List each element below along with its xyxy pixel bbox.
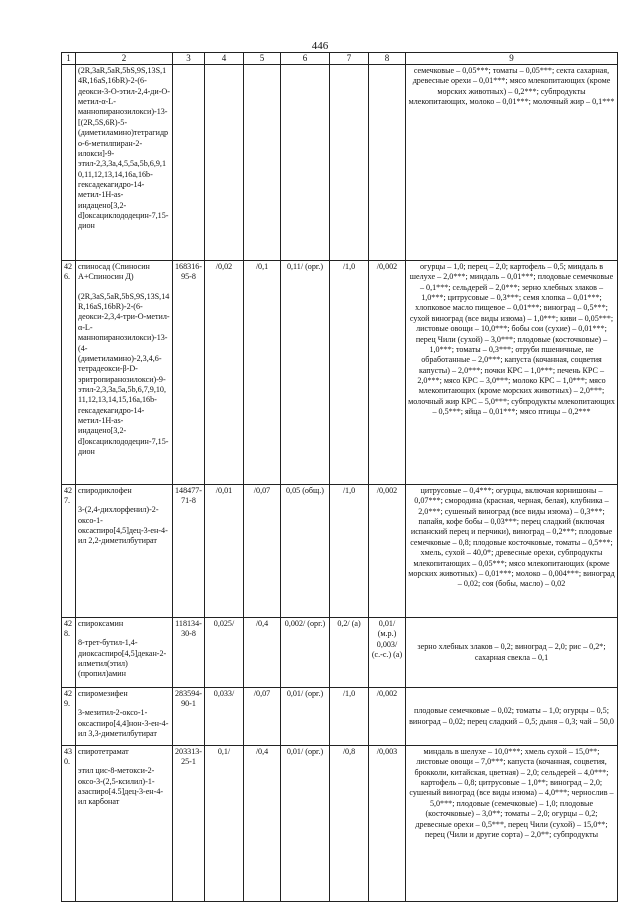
value-col6: 0,11/ (орг.): [281, 261, 330, 485]
substance-cell: [76, 65, 173, 261]
value-col8: [369, 65, 406, 261]
page-number: 446: [311, 40, 329, 52]
residue-limits: семечковые – 0,05***; томаты – 0,05***; секта сахарная, древесные орехи – 0,01***; мясо млекопитающих (кроме морских животных) – 0,2***; субпродукты млекопитающих, молоко – 0,01***; молочный жир – 0,1***: [406, 65, 618, 261]
substance-title: спиродиклофен: [78, 486, 132, 495]
value-col5: [244, 65, 281, 261]
header-cell: 1: [62, 53, 76, 65]
value-col4: /0,02: [205, 261, 244, 485]
value-col6: 0,05 (общ.): [281, 485, 330, 618]
value-col4: 0,033/: [205, 688, 244, 746]
substance-cell: [76, 688, 173, 746]
value-col8: 0,01/ (м.р.) 0,003/ (с.-с.) (а): [369, 618, 406, 688]
substance-title: спиромезифен: [78, 689, 128, 698]
header-cell: 9: [406, 53, 618, 65]
residue-limits: огурцы – 1,0; перец – 2,0; картофель – 0,5; миндаль в шелухе – 2,0***; миндаль – 0,01***; плодовые семечковые – 0,1***; сельдерей – 2,0***; зерно хлебных злаков – 1,0***; цитрусовые – 0,3***; семя хлопка – 0,01***; хлопковое масло пищевое – 0,01***; виноград – 0,5***; сухой виноград (все виды изюма) – 1,0***; киви – 0,05***; листовые овощи – 10,0***; бобы сои (сухие) – 0,01***; перец Чили (сухой) – 3,0***; плодовые (косточковые) – 1,0***; томаты – 0,3***; отруби пшеничные, не обработанные – 2,0***; капуста (кочанная, соцветия капусты) – 2,0***; почки КРС – 1,0***; печень КРС – 2,0***; мясо КРС – 3,0***; молоко КРС – 1,0***; мясо млекопитающих (кроме морских животных) – 2,0***; молочный жир КРС – 5,0***; субпродукты млекопитающих – 0,5***; яйца – 0,01***; мясо птицы – 0,2***: [406, 261, 618, 485]
value-col6: 0,01/ (орг.): [281, 746, 330, 902]
chemical-name: (2R,3aR,5aR,5bS,9S,13S,14R,16aS,16bR)-2-(6-деокси-3-О-этил-2,4-ди-О-метил-α-L-маннопиранозилокси)-13-[(2R,5S,6R)-5-(диметиламино)тетрагидро-6-метилпиран-2-илокси]-9-этил-2,3,3a,4,5,5a,5b,6,9,10,11,12,13,14,16a,16b-гексадекагидро-14-метил-1H-as-индацено[3,2-d]оксациклододецин-7,15-дион: [78, 66, 170, 231]
table-row: [62, 261, 618, 485]
cas-number: 148477-71-8: [173, 485, 205, 618]
value-col5: /0,4: [244, 618, 281, 688]
row-number: 429.: [62, 688, 76, 746]
substance-title: спиносад (Спиносин А+Спиносин Д): [78, 262, 150, 282]
chemical-name: этил цис-8-метокси-2-оксо-3-(2,5-ксилил)-1-азаспиро[4.5]дец-3-ен-4-ил карбонат: [78, 766, 164, 807]
value-col8: /0,002: [369, 485, 406, 618]
row-number: 427.: [62, 485, 76, 618]
table-row: [62, 618, 618, 688]
value-col8: /0,003: [369, 746, 406, 902]
regulation-table: [61, 52, 618, 902]
row-number: 426.: [62, 261, 76, 485]
chemical-name: 3-(2,4-дихлорфенил)-2-оксо-1-оксаспиро[4,5]дец-3-ен-4-ил 2,2-диметилбутират: [78, 505, 168, 546]
value-col8: /0,002: [369, 688, 406, 746]
row-number: 430.: [62, 746, 76, 902]
cas-number: 283594-90-1: [173, 688, 205, 746]
value-col7: /1,0: [330, 688, 369, 746]
value-col5: /0,07: [244, 485, 281, 618]
chemical-name: (2R,3aS,5aR,5bS,9S,13S,14R,16aS,16bR)-2-(6-деокси-2,3,4-три-О-метил-α-L-маннопиранозилокси)-13-(4-(диметиламино)-2,3,4,6-тетрадеокси-β-D-эритропиранозилокси)-9-этил-2,3,3a,5a,5b,6,7,9,10,11,12,13,14,15,16a,16b-гексадекагидро-14-метил-1H-as-индацено[3,2-d]оксациклододецин-7,15-дион: [78, 291, 170, 457]
substance-title: спиротетрамат: [78, 747, 129, 756]
header-cell: 8: [369, 53, 406, 65]
substance-cell: [76, 618, 173, 688]
value-col6: 0,002/ (орг.): [281, 618, 330, 688]
header-row: [62, 53, 618, 65]
chemical-name: 3-мезитил-2-оксо-1-оксаспиро[4,4]нон-3-ен-4-ил 3,3-диметилбутират: [78, 708, 169, 739]
row-number: [62, 65, 76, 261]
value-col5: /0,1: [244, 261, 281, 485]
cas-number: 118134-30-8: [173, 618, 205, 688]
substance-cell: [76, 485, 173, 618]
table-row: [62, 688, 618, 746]
value-col4: [205, 65, 244, 261]
row-number: 428.: [62, 618, 76, 688]
header-cell: 2: [76, 53, 173, 65]
substance-cell: [76, 746, 173, 902]
value-col7: /1,0: [330, 485, 369, 618]
value-col4: 0,025/: [205, 618, 244, 688]
cas-number: [173, 65, 205, 261]
value-col7: /0,8: [330, 746, 369, 902]
value-col4: /0,01: [205, 485, 244, 618]
substance-cell: [76, 261, 173, 485]
chemical-name: 8-трет-бутил-1,4-диоксаспиро[4,5]декан-2-илметил(этил)(пропил)амин: [78, 638, 167, 679]
value-col4: 0,1/: [205, 746, 244, 902]
value-col7: 0,2/ (а): [330, 618, 369, 688]
substance-title: спироксамин: [78, 619, 124, 628]
residue-limits: плодовые семечковые – 0,02; томаты – 1,0; огурцы – 0,5; виноград – 0,02; перец сладкий – 0,5; дыня – 0,3; чай – 50,0: [406, 688, 618, 746]
table-row: [62, 485, 618, 618]
value-col7: /1,0: [330, 261, 369, 485]
value-col5: /0,4: [244, 746, 281, 902]
header-cell: 7: [330, 53, 369, 65]
value-col8: /0,002: [369, 261, 406, 485]
residue-limits: миндаль в шелухе – 10,0***; хмель сухой – 15,0**; листовые овощи – 7,0***; капуста (кочанная, соцветия, брокколи, китайская, цветная) – 2,0; сельдерей – 4,0***; картофель – 0,8; цитрусовые – 1,0**; виноград – 2,0; сушеный виноград (все виды изюма) – 4,0***; чернослив – 5,0***; плодовые (семечковые) – 1,0; плодовые (косточковые) – 3,0**; томаты – 2,0; огурцы – 0,2; древесные орехи – 0,5***, перец Чили (сухой) – 15,0**; перец (Чили и другие сорта) – 2,0**; субпродукты: [406, 746, 618, 902]
table-row: [62, 746, 618, 902]
value-col5: /0,07: [244, 688, 281, 746]
value-col6: [281, 65, 330, 261]
header-cell: 3: [173, 53, 205, 65]
cas-number: 168316-95-8: [173, 261, 205, 485]
residue-limits: цитрусовые – 0,4***; огурцы, включая корнишоны – 0,07***; смородина (красная, черная, белая), клубника – 2,0***; сушеный виноград (все виды изюма) – 0,3***; папайя, кофе бобы – 0,03***; перец сладкий (включая испанский перец и перчики), виноград – 0,2***; плодовые семечковые – 0,8; плодовые косточковые, томаты – 0,5***; хмель, сухой – 40,0*; древесные орехи, субпродукты млекопитающих – 0,05***; мясо млекопитающих (кроме морских животных) – 0,01***; молоко – 0,004***; виноград – 0,02; соя (бобы, масло) – 0,02: [406, 485, 618, 618]
residue-limits: зерно хлебных злаков – 0,2; виноград – 2,0; рис – 0,2*; сахарная свекла – 0,1: [406, 618, 618, 688]
header-cell: 4: [205, 53, 244, 65]
table-row: [62, 65, 618, 261]
header-cell: 5: [244, 53, 281, 65]
header-cell: 6: [281, 53, 330, 65]
value-col7: [330, 65, 369, 261]
value-col6: 0,01/ (орг.): [281, 688, 330, 746]
cas-number: 203313-25-1: [173, 746, 205, 902]
